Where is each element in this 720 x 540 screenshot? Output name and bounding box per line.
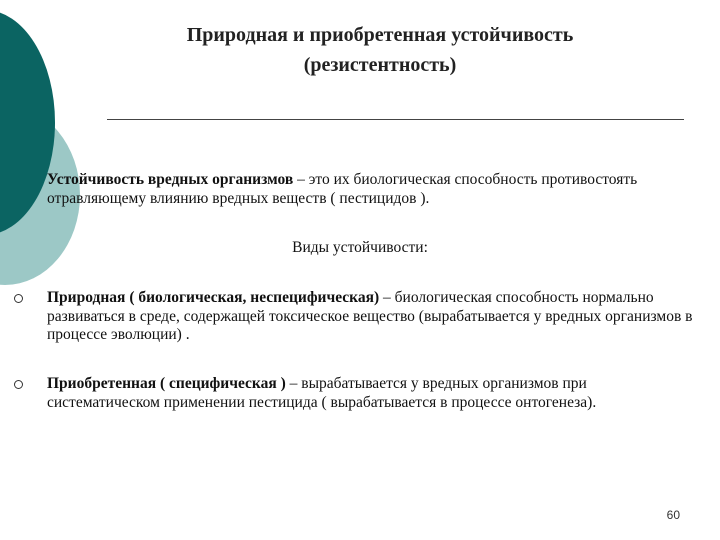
bullet-text: – вырабатывается у вредных организмов при систематическом применении пестицида ( вырабатывается в процессе онтогенеза). xyxy=(47,375,597,411)
definition-text: – это их биологическая способность противостоять отравляющему влиянию вредных веществ ( пестицидов ). xyxy=(47,171,638,207)
page-number: 60 xyxy=(666,508,680,522)
slide-title xyxy=(110,20,650,80)
slide-title-line1: Природная и приобретенная устойчивость xyxy=(186,24,574,46)
bullet-circle-icon xyxy=(14,380,23,389)
bullet-text: – биологическая способность нормально развиваться в среде, содержащей токсическое вещество (вырабатывается у вредных организмов в процессе эволюции) . xyxy=(47,289,693,343)
bullet-term: Природная ( биологическая, неспецифическая) xyxy=(47,289,380,306)
definition-term: Устойчивость вредных организмов xyxy=(47,171,294,188)
bullet-circle-icon xyxy=(14,294,23,303)
bullet-term: Приобретенная ( специфическая ) xyxy=(47,375,286,392)
title-divider xyxy=(107,119,684,120)
definition-paragraph xyxy=(47,170,697,208)
slide-title-line2: (резистентность) xyxy=(303,54,457,76)
decorative-circles xyxy=(0,0,110,300)
bullet-natural-resistance xyxy=(47,289,697,345)
bullet-acquired-resistance xyxy=(47,375,697,412)
types-heading: Виды устойчивости: xyxy=(292,239,428,256)
